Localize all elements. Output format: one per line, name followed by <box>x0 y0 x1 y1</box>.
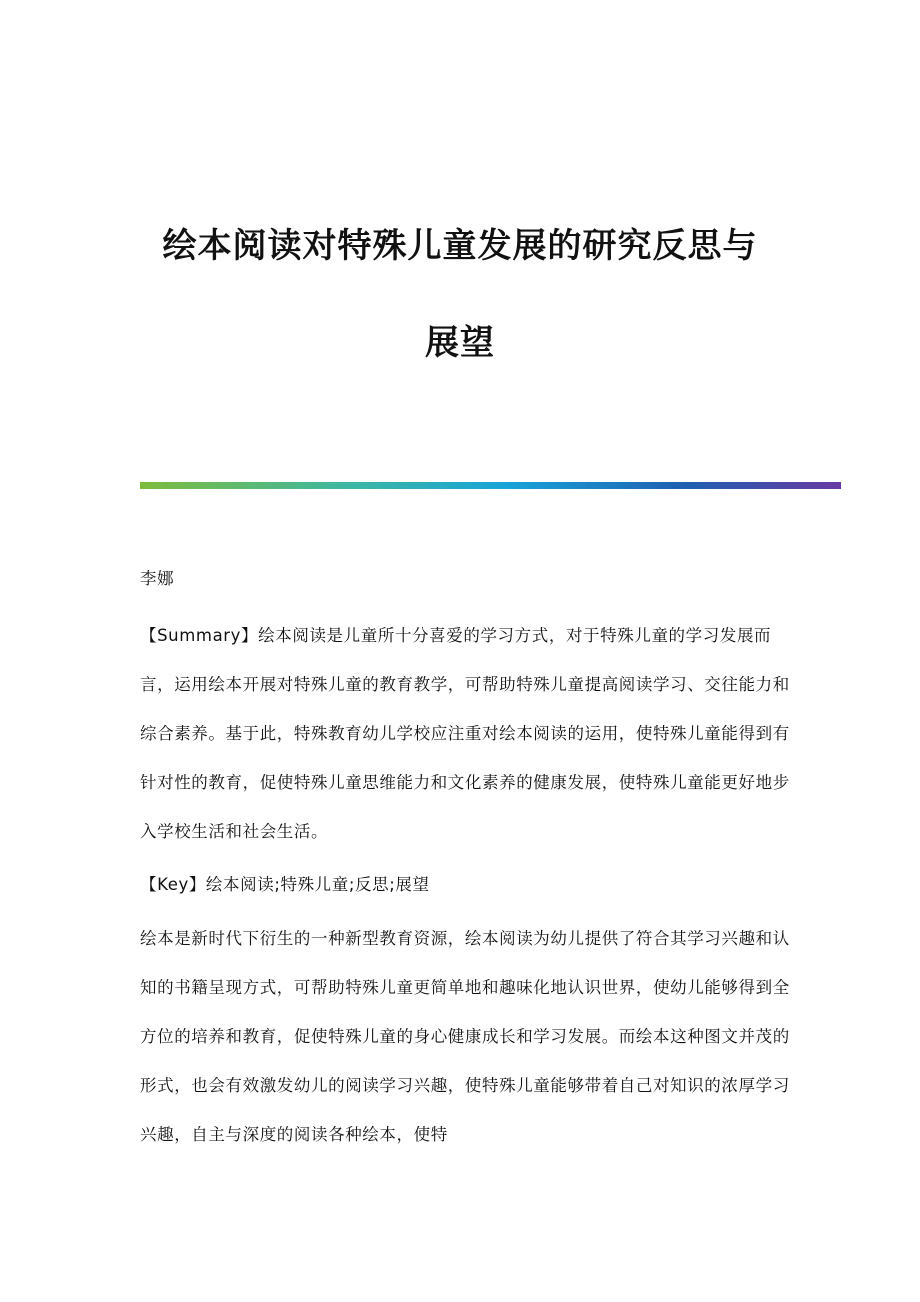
author-name: 李娜 <box>140 569 175 588</box>
summary-label: 【Summary】 <box>140 626 259 645</box>
summary-paragraph <box>140 611 790 856</box>
body-paragraph: 绘本是新时代下衍生的一种新型教育资源，绘本阅读为幼儿提供了符合其学习兴趣和认知的书籍呈现方式，可帮助特殊儿童更简单地和趣味化地认识世界，使幼儿能够得到全方位的培养和教育，促使特殊儿童的身心健康成长和学习发展。而绘本这种图文并茂的形式，也会有效激发幼儿的阅读学习兴趣，使特殊儿童能够带着自己对知识的浓厚学习兴趣，自主与深度的阅读各种绘本，使特 <box>140 929 790 1144</box>
document-title-line-1: 绘本阅读对特殊儿童发展的研究反思与 <box>162 226 758 266</box>
key-text: 绘本阅读;特殊儿童;反思;展望 <box>205 875 430 894</box>
gradient-divider <box>140 482 841 489</box>
document-title-line-2: 展望 <box>425 323 495 363</box>
keywords-paragraph <box>140 860 790 909</box>
key-label: 【Key】 <box>140 875 206 894</box>
summary-text: 绘本阅读是儿童所十分喜爱的学习方式，对于特殊儿童的学习发展而言，运用绘本开展对特殊儿童的教育教学，可帮助特殊儿童提高阅读学习、交往能力和综合素养。基于此，特殊教育幼儿学校应注重对绘本阅读的运用，使特殊儿童能得到有针对性的教育，促使特殊儿童思维能力和文化素养的健康发展，使特殊儿童能更好地步入学校生活和社会生活。 <box>140 626 790 841</box>
